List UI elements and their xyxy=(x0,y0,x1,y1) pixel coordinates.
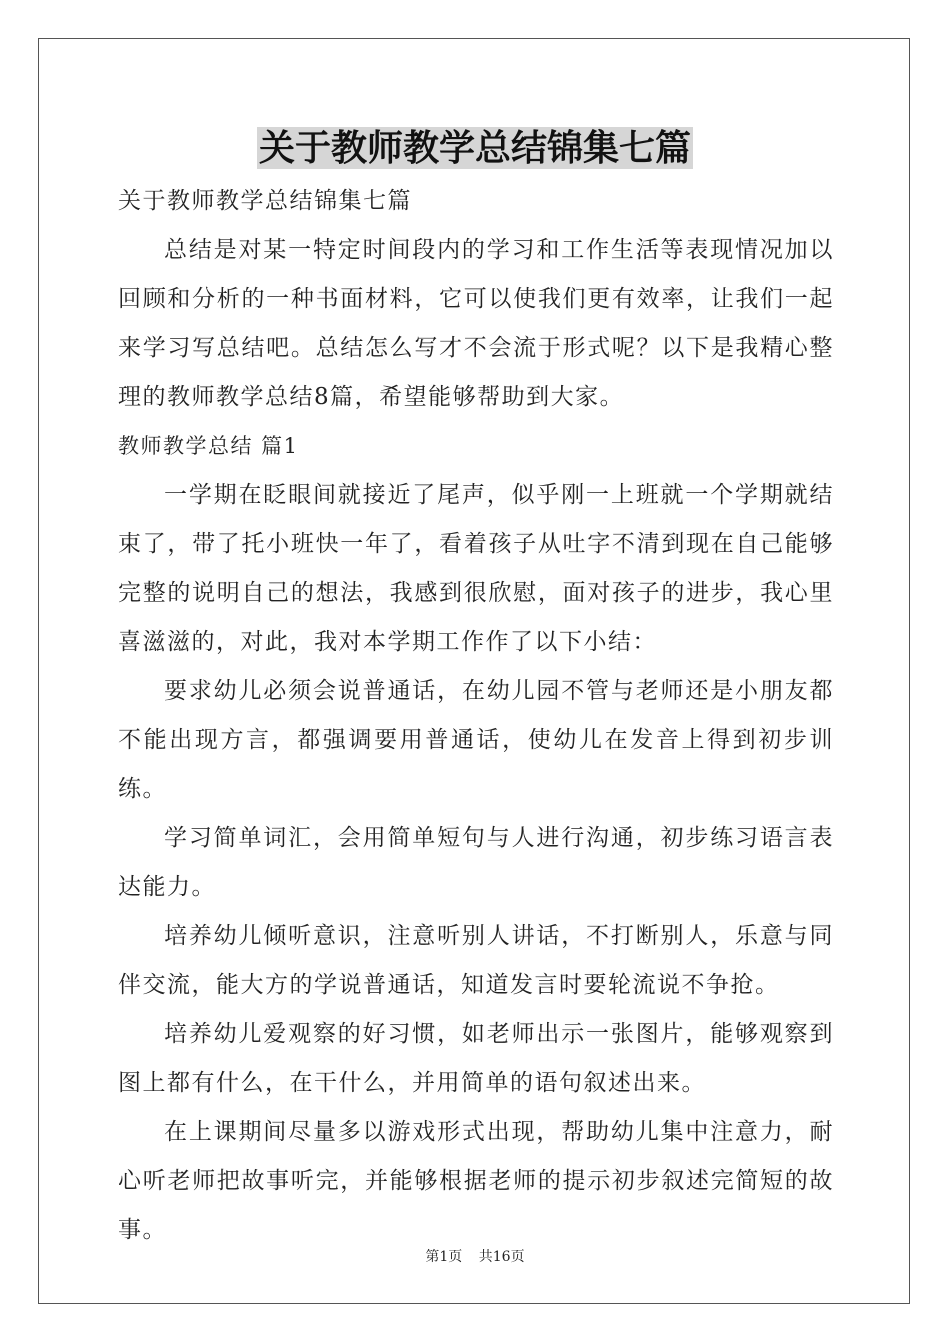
section-heading: 教师教学总结 篇1 xyxy=(118,434,299,458)
body-paragraph-4: 培养幼儿倾听意识，注意听别人讲话，不打断别人，乐意与同伴交流，能大方的学说普通话，知道发言时要轮流说不争抢。 xyxy=(118,923,834,998)
body-paragraph-2: 要求幼儿必须会说普通话，在幼儿园不管与老师还是小朋友都不能出现方言，都强调要用普通话，使幼儿在发音上得到初步训练。 xyxy=(118,678,834,802)
intro-paragraph: 总结是对某一特定时间段内的学习和工作生活等表现情况加以回顾和分析的一种书面材料，它可以使我们更有效率，让我们一起来学习写总结吧。总结怎么写才不会流于形式呢？以下是我精心整理的教师教学总结8篇，希望能够帮助到大家。 xyxy=(118,237,834,410)
document-subtitle: 关于教师教学总结锦集七篇 xyxy=(118,188,412,214)
body-paragraph-1: 一学期在眨眼间就接近了尾声，似乎刚一上班就一个学期就结束了，带了托小班快一年了，看着孩子从吐字不清到现在自己能够完整的说明自己的想法，我感到很欣慰，面对孩子的进步，我心里喜滋滋的，对此，我对本学期工作作了以下小结： xyxy=(118,482,834,655)
page-number: 第1页 xyxy=(425,1249,463,1265)
document-body xyxy=(118,177,834,1255)
body-paragraph-3: 学习简单词汇，会用简单短句与人进行沟通，初步练习语言表达能力。 xyxy=(118,825,834,900)
body-paragraph-5: 培养幼儿爱观察的好习惯，如老师出示一张图片，能够观察到图上都有什么，在干什么，并用简单的语句叙述出来。 xyxy=(118,1021,834,1096)
document-title xyxy=(0,124,950,172)
document-title-text: 关于教师教学总结锦集七篇 xyxy=(258,127,691,169)
page-total: 共16页 xyxy=(478,1249,525,1265)
body-paragraph-6: 在上课期间尽量多以游戏形式出现，帮助幼儿集中注意力，耐心听老师把故事听完，并能够根据老师的提示初步叙述完简短的故事。 xyxy=(118,1119,834,1243)
page-footer xyxy=(0,1246,950,1266)
